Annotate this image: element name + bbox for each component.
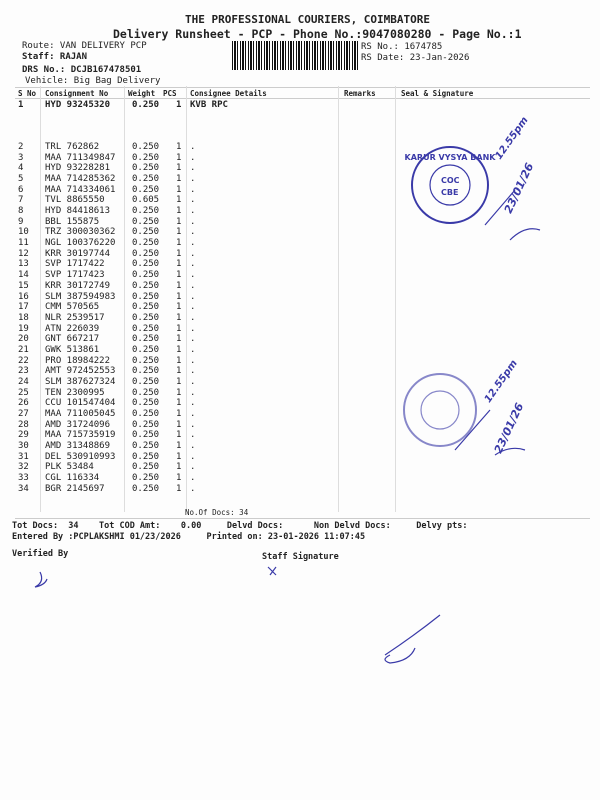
cell-consignment-no: MAA 711349847 — [45, 152, 116, 163]
col-consignee: Consignee Details — [190, 89, 267, 98]
cell-sno: 4 — [18, 163, 24, 174]
cell-pcs: 1 — [176, 387, 182, 398]
cell-sno: 11 — [18, 238, 29, 249]
stamp-time-2: 12.55pm — [482, 358, 520, 405]
cell-weight: 0.250 — [132, 451, 160, 462]
cell-sno: 13 — [18, 259, 29, 270]
cell-pcs: 1 — [176, 376, 182, 387]
cell-consignment-no: BGR 2145697 — [45, 483, 105, 494]
cell-consignee: . — [190, 355, 196, 366]
cell-sno: 28 — [18, 419, 29, 430]
cell-weight: 0.250 — [132, 355, 160, 366]
cell-weight: 0.250 — [132, 259, 160, 270]
cell-sno: 9 — [18, 216, 24, 227]
cell-consignee: . — [190, 270, 196, 281]
cell-weight: 0.605 — [132, 195, 160, 206]
staff-signature — [268, 567, 276, 575]
stamp-branch: COC — [441, 176, 460, 185]
cell-sno: 26 — [18, 398, 29, 409]
cell-sno: 32 — [18, 462, 29, 473]
cell-consignee: . — [190, 441, 196, 452]
cell-sno: 8 — [18, 206, 24, 217]
cell-pcs: 1 — [176, 398, 182, 409]
cell-sno: 5 — [18, 174, 24, 185]
cell-pcs: 1 — [176, 280, 182, 291]
cell-pcs: 1 — [176, 451, 182, 462]
cell-weight: 0.250 — [132, 473, 160, 484]
cell-consignment-no: MAA 714285362 — [45, 174, 116, 185]
cell-pcs: 1 — [176, 419, 182, 430]
cell-consignee: . — [190, 419, 196, 430]
cell-pcs: 1 — [176, 344, 182, 355]
cell-sno: 6 — [18, 184, 24, 195]
cell-weight: 0.250 — [132, 216, 160, 227]
cell-consignee: . — [190, 398, 196, 409]
cell-weight: 0.250 — [132, 344, 160, 355]
cell-sno: 33 — [18, 473, 29, 484]
cell-pcs: 1 — [176, 142, 182, 152]
cell-consignment-no: CMM 570565 — [45, 302, 100, 313]
cell-pcs: 1 — [176, 184, 182, 195]
rs-no: RS No.: 1674785 — [361, 42, 443, 52]
cell-weight: 0.250 — [132, 174, 160, 185]
cell-consignee: . — [190, 387, 196, 398]
cell-consignee: . — [190, 376, 196, 387]
cell-pcs: 1 — [176, 312, 182, 323]
cell-consignee: . — [190, 409, 196, 419]
cell-consignment-no: TRZ 300030362 — [45, 227, 116, 238]
cell-consignee: . — [190, 227, 196, 238]
cell-pcs: 1 — [176, 206, 182, 217]
stamp-date: 23/01/26 — [501, 160, 537, 216]
rs-date: RS Date: 23-Jan-2026 — [361, 53, 470, 63]
cell-weight: 0.250 — [132, 376, 160, 387]
bank-stamp-2 — [404, 374, 476, 446]
cell-consignment-no: SVP 1717422 — [45, 259, 105, 270]
cell-weight: 0.250 — [132, 280, 160, 291]
cell-consignee: . — [190, 323, 196, 334]
col-seal: Seal & Signature — [401, 89, 474, 98]
cell-consignment-no: TRL 762862 — [45, 142, 100, 152]
col-consignment: Consignment No — [45, 89, 109, 98]
cell-sno: 25 — [18, 387, 29, 398]
stamp-city: CBE — [441, 188, 459, 197]
entered-by: Entered By :PCPLAKSHMI 01/23/2026 Printed on: 23-01-2026 11:07:45 — [12, 532, 366, 542]
col-remarks: Remarks — [344, 89, 376, 98]
cell-weight: 0.250 — [132, 441, 160, 452]
cell-consignment-no: KRR 30197744 — [45, 248, 111, 259]
cell-pcs: 1 — [176, 409, 182, 419]
cell-weight: 0.250 — [132, 419, 160, 430]
cell-weight: 0.250 — [132, 270, 160, 281]
cell-sno: 16 — [18, 291, 29, 302]
cell-consignee: . — [190, 462, 196, 473]
cell-weight: 0.250 — [132, 152, 160, 163]
cell-consignee: . — [190, 152, 196, 163]
cell-pcs: 1 — [176, 227, 182, 238]
cell-sno: 19 — [18, 323, 29, 334]
cell-sno: 27 — [18, 409, 29, 419]
cell-sno: 1 — [18, 100, 24, 110]
cell-weight: 0.250 — [132, 291, 160, 302]
no-of-docs: No.Of Docs: 34 — [185, 508, 249, 517]
cell-pcs: 1 — [176, 248, 182, 259]
cell-weight: 0.250 — [132, 483, 160, 494]
col-weight: Weight — [128, 89, 156, 98]
cell-weight: 0.250 — [132, 100, 160, 110]
cell-pcs: 1 — [176, 216, 182, 227]
cell-consignment-no: PLK 53484 — [45, 462, 94, 473]
cell-consignee: . — [190, 174, 196, 185]
drs-no: DRS No.: DCJB167478501 — [22, 65, 142, 75]
cell-consignment-no: MAA 715735919 — [45, 430, 116, 441]
cell-sno: 31 — [18, 451, 29, 462]
cell-weight: 0.250 — [132, 387, 160, 398]
cell-sno: 10 — [18, 227, 29, 238]
cell-weight: 0.250 — [132, 323, 160, 334]
stamp-time: 12.55pm — [493, 115, 531, 162]
cell-weight: 0.250 — [132, 184, 160, 195]
receiver-signature — [385, 615, 440, 663]
cell-consignment-no: MAA 711005045 — [45, 409, 116, 419]
cell-consignee: . — [190, 344, 196, 355]
verifier-signature — [35, 572, 47, 587]
cell-sno: 2 — [18, 142, 24, 152]
cell-sno: 15 — [18, 280, 29, 291]
cell-pcs: 1 — [176, 302, 182, 313]
cell-consignment-no: NLR 2539517 — [45, 312, 105, 323]
cell-sno: 21 — [18, 344, 29, 355]
col-sno: S No — [18, 89, 37, 98]
cell-sno: 12 — [18, 248, 29, 259]
cell-weight: 0.250 — [132, 206, 160, 217]
cell-consignment-no: AMD 31348869 — [45, 441, 111, 452]
cell-consignment-no: HYD 93245320 — [45, 100, 111, 110]
cell-consignment-no: BBL 155875 — [45, 216, 100, 227]
cell-weight: 0.250 — [132, 462, 160, 473]
route: Route: VAN DELIVERY PCP — [22, 41, 147, 51]
verified-by: Verified By — [12, 549, 69, 559]
cell-sno: 3 — [18, 152, 24, 163]
cell-pcs: 1 — [176, 483, 182, 494]
cell-consignment-no: SVP 1717423 — [45, 270, 105, 281]
cell-consignee: . — [190, 259, 196, 270]
cell-sno: 24 — [18, 376, 29, 387]
cell-consignment-no: HYD 84418613 — [45, 206, 111, 217]
vehicle: Vehicle: Big Bag Delivery — [25, 76, 161, 86]
cell-sno: 34 — [18, 483, 29, 494]
cell-consignment-no: ATN 226039 — [45, 323, 100, 334]
cell-consignee: . — [190, 206, 196, 217]
cell-pcs: 1 — [176, 366, 182, 377]
cell-pcs: 1 — [176, 238, 182, 249]
cell-weight: 0.250 — [132, 142, 160, 152]
cell-weight: 0.250 — [132, 398, 160, 409]
cell-consignee: . — [190, 248, 196, 259]
cell-sno: 7 — [18, 195, 24, 206]
cell-consignment-no: GWK 513861 — [45, 344, 100, 355]
cell-consignee: . — [190, 291, 196, 302]
cell-consignee: . — [190, 302, 196, 313]
cell-consignment-no: HYD 93228281 — [45, 163, 111, 174]
cell-pcs: 1 — [176, 174, 182, 185]
cell-consignee: . — [190, 312, 196, 323]
totals: Tot Docs: 34 Tot COD Amt: 0.00 Delvd Docs: Non Delvd Docs: Delvy pts: — [12, 521, 468, 531]
cell-pcs: 1 — [176, 163, 182, 174]
cell-weight: 0.250 — [132, 163, 160, 174]
cell-pcs: 1 — [176, 334, 182, 345]
cell-consignee: . — [190, 216, 196, 227]
cell-sno: 14 — [18, 270, 29, 281]
cell-consignment-no: AMD 31724096 — [45, 419, 111, 430]
cell-consignee: . — [190, 195, 196, 206]
cell-sno: 20 — [18, 334, 29, 345]
cell-consignee: . — [190, 334, 196, 345]
cell-weight: 0.250 — [132, 430, 160, 441]
cell-consignee: . — [190, 473, 196, 484]
cell-consignee: . — [190, 163, 196, 174]
cell-pcs: 1 — [176, 441, 182, 452]
cell-weight: 0.250 — [132, 334, 160, 345]
cell-weight: 0.250 — [132, 366, 160, 377]
cell-consignee: KVB RPC — [190, 100, 228, 110]
cell-consignment-no: DEL 530910993 — [45, 451, 116, 462]
cell-weight: 0.250 — [132, 248, 160, 259]
cell-pcs: 1 — [176, 291, 182, 302]
col-pcs: PCS — [163, 89, 177, 98]
cell-sno: 18 — [18, 312, 29, 323]
cell-weight: 0.250 — [132, 409, 160, 419]
cell-pcs: 1 — [176, 473, 182, 484]
cell-consignment-no: SLM 387627324 — [45, 376, 116, 387]
cell-consignment-no: AMT 972452553 — [45, 366, 116, 377]
cell-sno: 29 — [18, 430, 29, 441]
cell-sno: 17 — [18, 302, 29, 313]
cell-sno: 22 — [18, 355, 29, 366]
cell-consignment-no: NGL 100376220 — [45, 238, 116, 249]
stamp-date-2: 23/01/26 — [491, 400, 527, 456]
cell-weight: 0.250 — [132, 312, 160, 323]
cell-pcs: 1 — [176, 430, 182, 441]
cell-consignment-no: GNT 667217 — [45, 334, 100, 345]
cell-consignee: . — [190, 366, 196, 377]
cell-consignment-no: SLM 387594983 — [45, 291, 116, 302]
cell-pcs: 1 — [176, 195, 182, 206]
runsheet-subtitle: Delivery Runsheet - PCP - Phone No.:9047080280 - Page No.:1 — [113, 27, 522, 41]
cell-weight: 0.250 — [132, 302, 160, 313]
cell-sno: 23 — [18, 366, 29, 377]
cell-consignment-no: PRO 18984222 — [45, 355, 111, 366]
cell-consignment-no: CGL 116334 — [45, 473, 100, 484]
cell-consignee: . — [190, 451, 196, 462]
cell-consignment-no: MAA 714334061 — [45, 184, 116, 195]
cell-consignee: . — [190, 280, 196, 291]
cell-pcs: 1 — [176, 152, 182, 163]
cell-pcs: 1 — [176, 462, 182, 473]
cell-pcs: 1 — [176, 355, 182, 366]
cell-consignment-no: TEN 2300995 — [45, 387, 105, 398]
cell-consignment-no: CCU 101547404 — [45, 398, 116, 409]
cell-consignee: . — [190, 238, 196, 249]
cell-pcs: 1 — [176, 323, 182, 334]
staff-signature-label: Staff Signature — [262, 552, 339, 562]
cell-weight: 0.250 — [132, 238, 160, 249]
cell-consignee: . — [190, 184, 196, 195]
cell-consignee: . — [190, 483, 196, 494]
cell-consignee: . — [190, 430, 196, 441]
cell-consignment-no: KRR 30172749 — [45, 280, 111, 291]
cell-weight: 0.250 — [132, 227, 160, 238]
cell-consignment-no: TVL 8865550 — [45, 195, 105, 206]
stamp-bank-name: KARUR VYSYA BANK — [404, 153, 496, 162]
cell-consignee: . — [190, 142, 196, 152]
cell-pcs: 1 — [176, 100, 182, 110]
company-title: THE PROFESSIONAL COURIERS, COIMBATORE — [185, 13, 431, 26]
cell-pcs: 1 — [176, 259, 182, 270]
cell-sno: 30 — [18, 441, 29, 452]
cell-pcs: 1 — [176, 270, 182, 281]
staff: Staff: RAJAN — [22, 52, 88, 62]
